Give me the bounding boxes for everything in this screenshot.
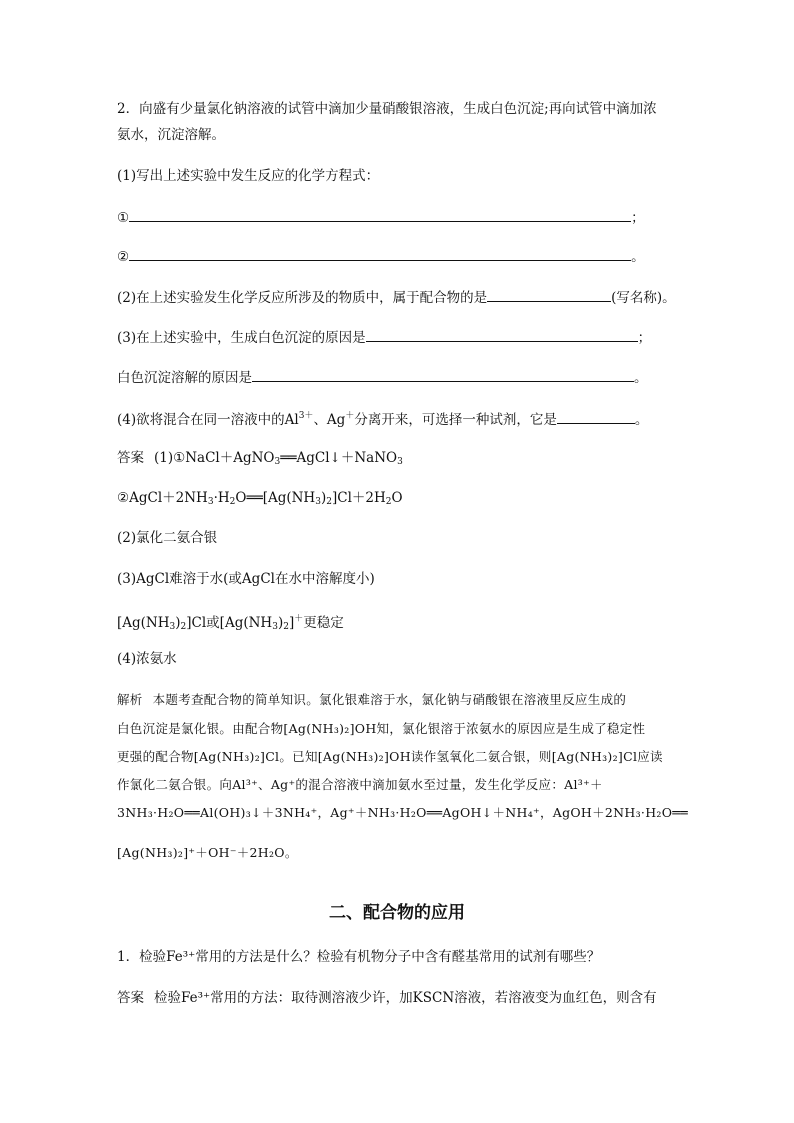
p2-post: (写名称)。 bbox=[611, 290, 676, 306]
p3-end: ； bbox=[637, 330, 652, 346]
blank2-end: 。 bbox=[631, 249, 645, 265]
p4-sup2: ＋ bbox=[345, 411, 355, 421]
analysis-text-1: 本题考查配合物的简单知识。氯化银难溶于水，氯化钠与硝酸银在溶液里反应生成的 bbox=[152, 692, 627, 707]
blank1-end: ； bbox=[631, 210, 645, 226]
answer-blank-1[interactable] bbox=[129, 207, 631, 222]
answer-blank-2[interactable] bbox=[129, 246, 631, 261]
a2-sub5: 2 bbox=[385, 497, 392, 507]
p4-sup1: 3＋ bbox=[298, 411, 314, 421]
a2-c: O══[Ag(NH bbox=[235, 490, 316, 506]
a2-d: ) bbox=[320, 490, 327, 506]
a5-f: 更稳定 bbox=[303, 615, 344, 631]
p3-text: (3)在上述实验中，生成白色沉淀的原因是 bbox=[117, 330, 366, 346]
p3b-text: 白色沉淀溶解的原因是 bbox=[117, 370, 252, 386]
p4-mid: 、Ag bbox=[313, 412, 346, 428]
a2-sub4: 2 bbox=[326, 497, 332, 507]
a5-b: ) bbox=[175, 615, 181, 631]
analysis-label: 解析 bbox=[117, 692, 143, 707]
blank2-label: ② bbox=[117, 249, 130, 265]
answer-line4: (3)AgCl难溶于水(或AgCl在水中溶解度小) bbox=[117, 571, 375, 587]
a1-sub: 3 bbox=[274, 457, 281, 467]
answer-line3: (2)氯化二氨合银 bbox=[117, 530, 218, 546]
a5-sub3: 3 bbox=[272, 622, 278, 632]
a5-c: ]Cl或[Ag(NH bbox=[186, 615, 273, 631]
answer-line2 bbox=[117, 489, 403, 511]
answer-line6: (4)浓氨水 bbox=[117, 651, 177, 667]
section2-question1: 1．检验Fe³⁺常用的方法是什么？检验有机物分子中含有醛基常用的试剂有哪些？ bbox=[117, 949, 601, 965]
a2-sub3: 3 bbox=[315, 497, 321, 507]
a5-a: [Ag(NH bbox=[117, 615, 170, 631]
p2-text: (2)在上述实验发生化学反应所涉及的物质中，属于配合物的是 bbox=[117, 290, 488, 306]
p4-end: 。 bbox=[634, 412, 649, 428]
section2-answer bbox=[117, 989, 657, 1007]
a2: ②AgCl＋2NH bbox=[117, 490, 208, 506]
p3b-end: 。 bbox=[634, 370, 648, 386]
section2-answer-text: 检验Fe³⁺常用的方法：取待测溶液少许，加KSCN溶液，若溶液变为血红色，则含有 bbox=[154, 990, 657, 1006]
a5-sup: ＋ bbox=[294, 614, 304, 624]
answer-blank-5[interactable] bbox=[252, 367, 634, 382]
a2-f: O bbox=[391, 490, 403, 506]
section-title: 二、配合物的应用 bbox=[329, 903, 465, 923]
a5-sub: 3 bbox=[169, 622, 176, 632]
a2-e: ]Cl＋2H bbox=[331, 490, 386, 506]
a5-sub4: 2 bbox=[283, 622, 289, 632]
a5-sub2: 2 bbox=[180, 622, 187, 632]
a2-b: ·H bbox=[213, 490, 230, 506]
a2-sub2: 2 bbox=[229, 497, 236, 507]
q2-line2: 氨水，沉淀溶解。 bbox=[117, 127, 225, 143]
a1: (1)①NaCl＋AgNO bbox=[154, 450, 275, 466]
analysis-line1 bbox=[117, 691, 626, 709]
analysis-line2: 白色沉淀是氯化银。由配合物[Ag(NH₃)₂]OH知，氯化银溶于浓氨水的原因应是生成了稳定性 bbox=[117, 721, 646, 736]
q2-part1: (1)写出上述实验中发生反应的化学方程式： bbox=[117, 168, 380, 184]
p4-text: (4)欲将混合在同一溶液中的Al bbox=[117, 412, 299, 428]
answer-blank-3[interactable] bbox=[487, 287, 611, 302]
a5-e: ] bbox=[288, 615, 295, 631]
a2-sub: 3 bbox=[207, 497, 214, 507]
answer-blank-4[interactable] bbox=[366, 327, 638, 342]
answer-label: 答案 bbox=[117, 450, 144, 466]
analysis-line6: [Ag(NH₃)₂]⁺＋OH⁻＋2H₂O。 bbox=[117, 845, 298, 860]
a1-sub2: 3 bbox=[397, 457, 403, 467]
q2-part4 bbox=[117, 407, 648, 429]
blank1-label: ① bbox=[117, 210, 130, 226]
a5-d: ) bbox=[277, 615, 284, 631]
analysis-line5: 3NH₃·H₂O══Al(OH)₃↓＋3NH₄⁺，Ag⁺＋NH₃·H₂O══AgOH↓＋NH₄⁺，AgOH＋2NH₃·H₂O══ bbox=[117, 805, 688, 820]
q2-part2 bbox=[117, 287, 676, 307]
q2-blank2-row bbox=[117, 246, 645, 266]
q2-blank1-row bbox=[117, 207, 645, 227]
p4-post: 分离开来，可选择一种试剂，它是 bbox=[354, 412, 557, 428]
answer-line1 bbox=[117, 449, 403, 471]
q2-part3 bbox=[117, 327, 651, 347]
answer-blank-6[interactable] bbox=[557, 409, 635, 424]
q2-line1: 2．向盛有少量氯化钠溶液的试管中滴加少量硝酸银溶液，生成白色沉淀;再向试管中滴加浓 bbox=[117, 101, 657, 117]
analysis-line3: 更强的配合物[Ag(NH₃)₂]Cl。已知[Ag(NH₃)₂]OH读作氢氧化二氨合银，则[Ag(NH₃)₂]Cl应读 bbox=[117, 749, 663, 764]
analysis-line4: 作氯化二氨合银。向Al³⁺、Ag⁺的混合溶液中滴加氨水至过量，发生化学反应：Al³⁺＋ bbox=[117, 777, 603, 792]
q2-part3b bbox=[117, 367, 648, 387]
section2-answer-label: 答案 bbox=[117, 990, 144, 1006]
answer-line5 bbox=[117, 610, 344, 636]
a1-rest: ══AgCl↓＋NaNO bbox=[280, 450, 398, 466]
